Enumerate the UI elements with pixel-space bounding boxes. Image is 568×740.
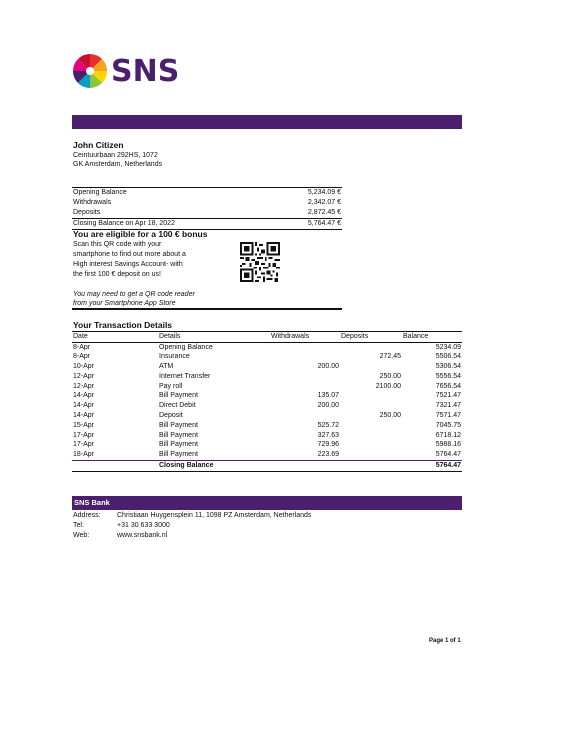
cell-details: Bill Payment — [159, 392, 198, 400]
cell-date: 15-Apr — [73, 421, 95, 429]
cell-deposit: 250.00 — [379, 412, 401, 420]
bonus-line: High interest Savings Account- with — [73, 261, 183, 268]
cell-balance: 7321.47 — [435, 402, 461, 410]
cell-balance: 6718.12 — [435, 431, 461, 439]
summary-label: Opening Balance — [73, 189, 127, 196]
header-band — [72, 115, 462, 129]
cell-details: Internet Transfer — [159, 372, 211, 380]
summary-row — [72, 208, 342, 218]
bonus-line: smartphone to find out more about a — [73, 251, 186, 258]
cell-details: Direct Debit — [159, 402, 196, 410]
bonus-note-line: You may need to get a QR code reader — [73, 291, 195, 298]
cell-withdrawal: 327.63 — [317, 431, 339, 439]
cell-date: 14-Apr — [73, 392, 95, 400]
cell-date: 10-Apr — [73, 363, 95, 371]
summary-label: Closing Balance on Apr 18, 2022 — [73, 220, 175, 227]
cell-balance: 7521.47 — [435, 392, 461, 400]
summary-value: 5,234.09 € — [307, 189, 341, 196]
cell-details: Pay roll — [159, 382, 183, 390]
cell-withdrawal — [270, 352, 340, 362]
transactions-title: Your Transaction Details — [73, 320, 173, 330]
cell-deposit: 272.45 — [379, 353, 401, 361]
summary-row — [72, 198, 342, 208]
cell-deposit — [340, 362, 402, 372]
cell-withdrawal — [270, 342, 340, 352]
divider — [72, 308, 342, 310]
contact-tel-label: Tel: — [73, 522, 84, 529]
table-row — [72, 391, 462, 401]
cell-date: 14-Apr — [73, 412, 95, 420]
page-number: Page 1 of 1 — [429, 638, 461, 644]
cell-empty — [72, 461, 158, 472]
cell-deposit — [340, 401, 402, 411]
cell-date: 17-Apr — [73, 431, 95, 439]
balance-summary — [72, 187, 342, 230]
contact-address-value: Christiaan Huygensplein 11, 1098 PZ Amsterdam, Netherlands — [117, 512, 312, 519]
bank-band — [72, 496, 462, 510]
col-header-deposits: Deposits — [340, 332, 402, 343]
cell-withdrawal: 729.96 — [317, 441, 339, 449]
customer-address-line1: Ceintuurbaan 292HS, 1072 — [73, 152, 158, 159]
qr-code-icon[interactable] — [240, 242, 280, 282]
summary-row — [72, 188, 342, 198]
cell-balance: 5234.09 — [435, 343, 461, 351]
cell-withdrawal: 525.72 — [317, 421, 339, 429]
cell-details: Opening Balance — [159, 343, 213, 351]
cell-withdrawal — [270, 382, 340, 392]
summary-value: 2,872.45 € — [307, 209, 341, 216]
summary-value: 2,342.07 € — [307, 199, 341, 206]
cell-withdrawal: 135.07 — [317, 392, 339, 400]
table-row — [72, 342, 462, 352]
cell-withdrawal: 223.69 — [317, 451, 339, 459]
table-row — [72, 352, 462, 362]
closing-balance-value: 5764.47 — [402, 461, 462, 472]
cell-details: ATM — [159, 363, 174, 371]
col-header-balance: Balance — [402, 332, 462, 343]
bonus-description — [73, 240, 223, 280]
table-row — [72, 431, 462, 441]
cell-deposit — [340, 431, 402, 441]
contact-web-label: Web: — [73, 532, 90, 539]
cell-deposit: 2100.00 — [375, 382, 401, 390]
bonus-title: You are eligible for a 100 € bonus — [73, 229, 208, 239]
bonus-note — [73, 290, 243, 308]
summary-label: Withdrawals — [73, 199, 112, 206]
cell-date: 18-Apr — [73, 451, 95, 459]
table-row — [72, 411, 462, 421]
table-row — [72, 372, 462, 382]
bonus-line: the first 100 € deposit on us! — [73, 271, 161, 278]
cell-date: 12-Apr — [73, 372, 95, 380]
customer-name: John Citizen — [73, 140, 124, 150]
cell-empty — [340, 461, 402, 472]
closing-balance-label: Closing Balance — [158, 461, 270, 472]
cell-date: 17-Apr — [73, 441, 95, 449]
cell-balance: 5306.54 — [435, 363, 461, 371]
cell-deposit — [340, 391, 402, 401]
cell-deposit — [340, 440, 402, 450]
cell-balance: 5506.54 — [435, 353, 461, 361]
cell-date: 14-Apr — [73, 402, 95, 410]
cell-date: 8-Apr — [73, 353, 91, 361]
table-row — [72, 382, 462, 392]
cell-withdrawal — [270, 372, 340, 382]
table-header-row — [72, 332, 462, 343]
cell-deposit — [340, 421, 402, 431]
brand-name: SNS — [111, 54, 180, 89]
cell-details: Bill Payment — [159, 431, 198, 439]
bonus-note-line: from your Smartphone App Store — [73, 300, 176, 307]
closing-balance-row — [72, 461, 462, 472]
col-header-details: Details — [158, 332, 270, 343]
cell-deposit — [340, 342, 402, 352]
table-row — [72, 362, 462, 372]
cell-deposit: 250.00 — [379, 372, 401, 380]
cell-balance: 7045.75 — [435, 421, 461, 429]
cell-withdrawal: 200.00 — [317, 402, 339, 410]
cell-empty — [270, 461, 340, 472]
cell-date: 12-Apr — [73, 382, 95, 390]
summary-label: Deposits — [73, 209, 101, 216]
sns-logo-icon — [72, 53, 108, 89]
bonus-line: Scan this QR code with your — [73, 241, 162, 248]
cell-details: Deposit — [159, 412, 183, 420]
contact-web-link[interactable]: www.snsbank.nl — [117, 532, 168, 539]
cell-balance: 7656.54 — [435, 382, 461, 390]
cell-balance: 5556.54 — [435, 372, 461, 380]
cell-details: Bill Payment — [159, 451, 198, 459]
col-header-withdrawals: Withdrawals — [270, 332, 340, 343]
summary-value: 5,764.47 € — [307, 220, 341, 227]
cell-deposit — [340, 450, 402, 460]
bank-title: SNS Bank — [74, 498, 110, 507]
customer-address-line2: GK Amsterdam, Netherlands — [73, 161, 163, 168]
table-row — [72, 450, 462, 460]
contact-tel-value: +31 30 633 3000 — [117, 522, 170, 529]
cell-balance: 5988.16 — [435, 441, 461, 449]
contact-address-label: Address: — [73, 512, 101, 519]
cell-date: 8-Apr — [73, 343, 91, 351]
cell-details: Insurance — [159, 353, 190, 361]
cell-balance: 5764.47 — [435, 451, 461, 459]
cell-withdrawal: 200.00 — [317, 363, 339, 371]
col-header-date: Date — [72, 332, 158, 343]
cell-balance: 7571.47 — [435, 412, 461, 420]
table-row — [72, 440, 462, 450]
cell-details: Bill Payment — [159, 421, 198, 429]
cell-details: Bill Payment — [159, 441, 198, 449]
transactions-table — [72, 331, 462, 472]
cell-withdrawal — [270, 411, 340, 421]
table-row — [72, 401, 462, 411]
table-row — [72, 421, 462, 431]
